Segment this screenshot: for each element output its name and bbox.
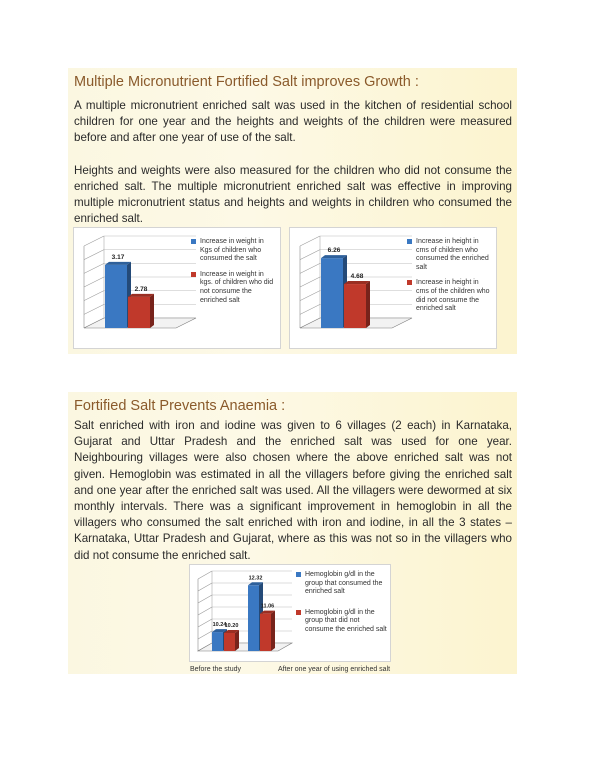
gridline-side bbox=[198, 619, 212, 627]
legend-item-hb-not-consumed bbox=[296, 609, 388, 635]
growth-text bbox=[74, 98, 512, 227]
data-label: 11.06 bbox=[260, 603, 275, 610]
height-chart bbox=[289, 227, 497, 349]
hemoglobin-chart-legend bbox=[296, 571, 388, 635]
data-label: 4.68 bbox=[350, 273, 364, 281]
data-label: 2.78 bbox=[134, 285, 148, 293]
bar-side bbox=[235, 630, 239, 651]
gridline-side bbox=[300, 250, 320, 260]
gridline-side bbox=[300, 236, 320, 246]
data-label: 3.17 bbox=[111, 253, 125, 261]
growth-paragraph-1: A multiple micronutrient enriched salt was used in the kitchen of residential school children for one year and the heights and weights of the children were measured before and after one year of use of the salt. bbox=[74, 99, 512, 145]
gridline-side bbox=[198, 607, 212, 615]
gridline-side bbox=[84, 304, 104, 314]
bar bbox=[128, 297, 150, 328]
hemoglobin-chart bbox=[189, 564, 391, 662]
anaemia-section bbox=[68, 392, 517, 674]
gridline-side bbox=[198, 571, 212, 579]
bar bbox=[344, 284, 366, 328]
weight-chart bbox=[73, 227, 281, 349]
bar bbox=[260, 614, 271, 651]
bar bbox=[248, 585, 259, 651]
legend-item-weight-consumed bbox=[191, 238, 277, 264]
x-category-after: After one year of using enriched salt bbox=[278, 666, 391, 673]
growth-paragraph-2: Heights and weights were also measured for the children who did not consume the enriched salt. The multiple micronutrient enriched salt was effective in improving multiple micronutrient status and heights and weights in children who consumed the enriched salt. bbox=[74, 163, 512, 226]
gridline-side bbox=[300, 291, 320, 301]
gridline-side bbox=[84, 277, 104, 287]
legend-swatch-red bbox=[191, 272, 196, 277]
gridline-side bbox=[198, 583, 212, 591]
legend-label: Hemoglobin g/dl in the group that did not consume the enriched salt bbox=[305, 608, 387, 633]
bar-top bbox=[105, 262, 131, 265]
bar bbox=[321, 258, 343, 328]
data-label: 12.32 bbox=[248, 575, 263, 582]
anaemia-title: Fortified Salt Prevents Anaemia : bbox=[74, 398, 286, 414]
legend-label: Hemoglobin g/dl in the group that consumed the enriched salt bbox=[305, 571, 383, 596]
x-category-before: Before the study bbox=[190, 666, 241, 673]
legend-swatch-blue bbox=[191, 239, 196, 244]
gridline-side bbox=[300, 277, 320, 287]
growth-section bbox=[68, 68, 517, 354]
anaemia-paragraph: Salt enriched with iron and iodine was given to 6 villages (2 each) in Karnataka, Gujarat and Uttar Pradesh and the enriched salt was used for one year. Neighbouring villages were also chosen where the above enriched salt was not given. Hemoglobin was estimated in all the villagers before giving the enriched salt and one year after the enriched salt was used. All the villagers were dewormed at six monthly intervals. There was a significant improvement in hemoglobin in all the villagers who consumed the salt enriched with iron and iodine, in all the 3 states – Karnataka, Uttar Pradesh and Gujarat, where as this was not so in the villagers who did not consume the enriched salt. bbox=[74, 419, 512, 562]
data-label: 10.20 bbox=[224, 623, 239, 629]
legend-label: Increase in weight in Kgs of children who consumed the salt bbox=[200, 238, 264, 263]
legend-item-height-not-consumed bbox=[407, 279, 493, 313]
weight-chart-legend bbox=[191, 238, 277, 305]
data-label: 6.26 bbox=[327, 247, 341, 255]
bar-top bbox=[344, 281, 370, 284]
anaemia-text bbox=[74, 418, 512, 564]
bar bbox=[212, 632, 223, 651]
legend-swatch-blue bbox=[407, 239, 412, 244]
gridline-side bbox=[300, 304, 320, 314]
legend-label: Increase in height in cms of the children who did not consume the enriched salt bbox=[416, 279, 490, 313]
gridline-side bbox=[198, 595, 212, 603]
gridline-side bbox=[300, 263, 320, 273]
gridline-side bbox=[84, 250, 104, 260]
data-label: 10.24 bbox=[212, 622, 227, 629]
legend-item-height-consumed bbox=[407, 238, 493, 272]
gridline-side bbox=[84, 236, 104, 246]
bar-top bbox=[321, 255, 347, 258]
legend-swatch-blue bbox=[296, 572, 301, 577]
growth-title: Multiple Micronutrient Fortified Salt improves Growth : bbox=[74, 74, 419, 90]
height-chart-legend bbox=[407, 238, 493, 314]
bar bbox=[224, 633, 235, 651]
legend-item-weight-not-consumed bbox=[191, 271, 277, 305]
gridline-side bbox=[84, 263, 104, 273]
bar-top bbox=[128, 294, 154, 297]
bar-side bbox=[366, 281, 370, 328]
gridline-side bbox=[84, 291, 104, 301]
legend-label: Increase in height in cms of children who consumed the enriched salt bbox=[416, 238, 489, 271]
legend-label: Increase in weight in kgs. of children who did not consume the enriched salt bbox=[200, 270, 274, 304]
bar-side bbox=[271, 611, 275, 651]
legend-item-hb-consumed bbox=[296, 571, 388, 597]
bar-side bbox=[150, 294, 154, 328]
legend-swatch-red bbox=[296, 610, 301, 615]
legend-swatch-red bbox=[407, 280, 412, 285]
bar bbox=[105, 265, 127, 328]
gridline-side bbox=[198, 631, 212, 639]
